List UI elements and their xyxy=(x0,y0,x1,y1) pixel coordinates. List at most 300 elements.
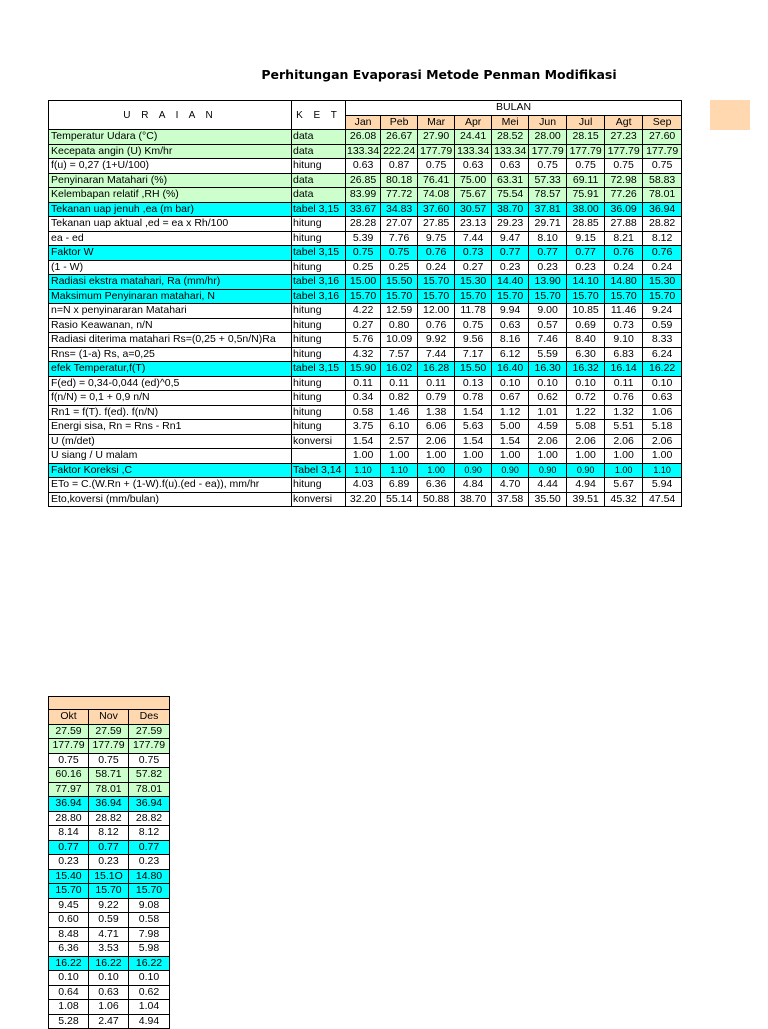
table-cell: 29.23 xyxy=(492,217,529,232)
row-ket: tabel 3,16 xyxy=(292,289,346,304)
table-cell: 0.63 xyxy=(455,159,492,174)
table-cell: 0.75 xyxy=(381,246,418,261)
table-cell: 10.85 xyxy=(567,304,605,319)
row-ket xyxy=(292,449,346,464)
table-cell: 1.32 xyxy=(605,405,643,420)
table-row xyxy=(49,217,682,232)
table-row xyxy=(49,724,170,739)
table-cell: 9.47 xyxy=(492,231,529,246)
table-cell: 6.83 xyxy=(605,347,643,362)
page-title: Perhitungan Evaporasi Metode Penman Modifikasi xyxy=(261,67,617,82)
row-ket: hitung xyxy=(292,391,346,406)
table-row xyxy=(49,971,170,986)
table-cell: 27.07 xyxy=(381,217,418,232)
table-cell: 16.22 xyxy=(89,956,129,971)
table-cell: 0.63 xyxy=(643,391,682,406)
row-label: ETo = C.(W.Rn + (1-W).f(u).(ed - ea)), mm/hr xyxy=(49,478,292,493)
table-cell: 0.78 xyxy=(455,391,492,406)
table-cell: 0.75 xyxy=(418,159,455,174)
row-label: Faktor W xyxy=(49,246,292,261)
table-row xyxy=(49,1014,170,1029)
table-cell: 78.01 xyxy=(643,188,682,203)
table-cell: 177.79 xyxy=(89,739,129,754)
table-cell: 7.57 xyxy=(381,347,418,362)
table-cell: 1.46 xyxy=(381,405,418,420)
table-cell: 6.36 xyxy=(418,478,455,493)
table-row xyxy=(49,826,170,841)
table-cell: 5.00 xyxy=(492,420,529,435)
table-cell: 0.90 xyxy=(529,463,567,478)
table-cell: 36.94 xyxy=(49,797,89,812)
table-cell: 72.98 xyxy=(605,173,643,188)
table-cell: 9.22 xyxy=(89,898,129,913)
table-cell: 1.00 xyxy=(418,463,455,478)
table-cell: 0.11 xyxy=(381,376,418,391)
table-row xyxy=(49,420,682,435)
table-cell: 28.82 xyxy=(643,217,682,232)
table-cell: 15.70 xyxy=(129,884,170,899)
table-cell: 177.79 xyxy=(529,144,567,159)
table-cell: 14.80 xyxy=(605,275,643,290)
row-label: Tekanan uap aktual ,ed = ea x Rh/100 xyxy=(49,217,292,232)
table-cell: 15.30 xyxy=(455,275,492,290)
row-label: Kecepata angin (U) Km/hr xyxy=(49,144,292,159)
table-cell: 15.70 xyxy=(89,884,129,899)
row-label: U (m/det) xyxy=(49,434,292,449)
row-ket: data xyxy=(292,130,346,145)
table-cell: 2.47 xyxy=(89,1014,129,1029)
table-row xyxy=(49,362,682,377)
table-cell: 2.06 xyxy=(418,434,455,449)
table-cell: 15.70 xyxy=(605,289,643,304)
table-cell: 6.30 xyxy=(567,347,605,362)
table-cell: 15.1O xyxy=(89,869,129,884)
table-cell: 1.00 xyxy=(529,449,567,464)
table-cell: 0.10 xyxy=(529,376,567,391)
table-cell: 15.70 xyxy=(418,289,455,304)
table-cell: 38.70 xyxy=(455,492,492,507)
table-cell: 0.90 xyxy=(492,463,529,478)
table-cell: 37.81 xyxy=(529,202,567,217)
table-cell: 15.00 xyxy=(346,275,381,290)
table-cell: 7.46 xyxy=(529,333,567,348)
table-cell: 10.09 xyxy=(381,333,418,348)
table-cell: 75.67 xyxy=(455,188,492,203)
table-cell: 38.00 xyxy=(567,202,605,217)
table-cell: 8.12 xyxy=(129,826,170,841)
table-cell: 4.70 xyxy=(492,478,529,493)
table-cell: 34.83 xyxy=(381,202,418,217)
table-cell: 0.75 xyxy=(129,753,170,768)
table-row xyxy=(49,173,682,188)
table-cell: 15.70 xyxy=(418,275,455,290)
table-cell: 76.41 xyxy=(418,173,455,188)
table-cell: 0.23 xyxy=(129,855,170,870)
table-row xyxy=(49,405,682,420)
table-cell: 15.70 xyxy=(346,289,381,304)
table-cell: 177.79 xyxy=(567,144,605,159)
table-cell: 0.25 xyxy=(346,260,381,275)
table-cell: 0.10 xyxy=(129,971,170,986)
table-cell: 5.59 xyxy=(529,347,567,362)
table-cell: 75.54 xyxy=(492,188,529,203)
table-cell: 0.10 xyxy=(567,376,605,391)
table-cell: 7.76 xyxy=(381,231,418,246)
row-ket: data xyxy=(292,173,346,188)
table-cell: 0.63 xyxy=(492,159,529,174)
table-cell: 1.00 xyxy=(346,449,381,464)
table-cell: 27.59 xyxy=(129,724,170,739)
table-cell: 0.62 xyxy=(529,391,567,406)
row-label: Rns= (1-a) Rs, a=0,25 xyxy=(49,347,292,362)
table-cell: 7.44 xyxy=(418,347,455,362)
table-cell: 9.94 xyxy=(492,304,529,319)
table-cell: 4.84 xyxy=(455,478,492,493)
row-label: U siang / U malam xyxy=(49,449,292,464)
table-cell: 8.12 xyxy=(643,231,682,246)
table-cell: 80.18 xyxy=(381,173,418,188)
table-cell: 9.75 xyxy=(418,231,455,246)
table-cell: 28.82 xyxy=(129,811,170,826)
row-ket: hitung xyxy=(292,405,346,420)
table-cell: 15.70 xyxy=(492,289,529,304)
table-cell: 16.30 xyxy=(529,362,567,377)
table-cell: 8.48 xyxy=(49,927,89,942)
table-cell: 1.22 xyxy=(567,405,605,420)
table-cell: 15.40 xyxy=(49,869,89,884)
table-cell: 8.21 xyxy=(605,231,643,246)
table-cell: 1.54 xyxy=(346,434,381,449)
table-cell: 28.82 xyxy=(89,811,129,826)
table-cell: 1.00 xyxy=(418,449,455,464)
table-cell: 6.12 xyxy=(492,347,529,362)
table-cell: 0.77 xyxy=(567,246,605,261)
table-cell: 0.23 xyxy=(89,855,129,870)
table-row xyxy=(49,1000,170,1015)
table-cell: 0.80 xyxy=(381,318,418,333)
table-cell: 0.82 xyxy=(381,391,418,406)
table-cell: 0.63 xyxy=(346,159,381,174)
table-cell: 0.23 xyxy=(529,260,567,275)
table-cell: 14.40 xyxy=(492,275,529,290)
table-row xyxy=(49,753,170,768)
table-row xyxy=(49,376,682,391)
table-cell: 39.51 xyxy=(567,492,605,507)
table-cell: 1.04 xyxy=(129,1000,170,1015)
row-ket: hitung xyxy=(292,333,346,348)
table-cell: 0.75 xyxy=(49,753,89,768)
table-cell: 9.56 xyxy=(455,333,492,348)
table-cell: 29.71 xyxy=(529,217,567,232)
table-cell: 6.06 xyxy=(418,420,455,435)
table-cell: 0.62 xyxy=(129,985,170,1000)
row-label: Rasio Keawanan, n/N xyxy=(49,318,292,333)
table-cell: 16.28 xyxy=(418,362,455,377)
table-cell: 4.03 xyxy=(346,478,381,493)
table-cell: 35.50 xyxy=(529,492,567,507)
table-cell: 0.75 xyxy=(455,318,492,333)
table-cell: 9.08 xyxy=(129,898,170,913)
table-cell: 0.77 xyxy=(492,246,529,261)
table-cell: 0.73 xyxy=(605,318,643,333)
table-cell: 1.06 xyxy=(89,1000,129,1015)
table-cell: 6.24 xyxy=(643,347,682,362)
month-header: Jun xyxy=(529,115,567,130)
table-cell: 0.64 xyxy=(49,985,89,1000)
table-row xyxy=(49,318,682,333)
table-row xyxy=(49,927,170,942)
table-row xyxy=(49,333,682,348)
row-ket: hitung xyxy=(292,347,346,362)
table-cell: 27.85 xyxy=(418,217,455,232)
row-ket: hitung xyxy=(292,159,346,174)
table-row xyxy=(49,782,170,797)
table-cell: 0.73 xyxy=(455,246,492,261)
table-cell: 15.30 xyxy=(643,275,682,290)
table-cell: 5.67 xyxy=(605,478,643,493)
table-cell: 15.70 xyxy=(381,289,418,304)
month-header: Apr xyxy=(455,115,492,130)
table-cell: 11.78 xyxy=(455,304,492,319)
table-cell: 6.10 xyxy=(381,420,418,435)
table-cell: 4.59 xyxy=(529,420,567,435)
table-cell: 32.20 xyxy=(346,492,381,507)
table-row xyxy=(49,840,170,855)
table-cell: 0.10 xyxy=(89,971,129,986)
table-row xyxy=(49,811,170,826)
table-cell: 0.79 xyxy=(418,391,455,406)
table-cell: 58.83 xyxy=(643,173,682,188)
table-cell: 1.00 xyxy=(643,449,682,464)
table-cell: 14.80 xyxy=(129,869,170,884)
table-cell: 222.24 xyxy=(381,144,418,159)
table-cell: 0.27 xyxy=(346,318,381,333)
table-cell: 2.06 xyxy=(605,434,643,449)
table-cell: 1.12 xyxy=(492,405,529,420)
table-cell: 0.57 xyxy=(529,318,567,333)
table-cell: 5.28 xyxy=(49,1014,89,1029)
table-cell: 0.76 xyxy=(418,318,455,333)
table-row xyxy=(49,246,682,261)
table-cell: 1.54 xyxy=(455,405,492,420)
table-cell: 177.79 xyxy=(643,144,682,159)
row-ket: tabel 3,15 xyxy=(292,202,346,217)
table-cell: 58.71 xyxy=(89,768,129,783)
table-cell: 2.06 xyxy=(567,434,605,449)
row-ket: data xyxy=(292,188,346,203)
table-cell: 27.23 xyxy=(605,130,643,145)
table-cell: 0.10 xyxy=(643,376,682,391)
table-cell: 30.57 xyxy=(455,202,492,217)
row-label: Kelembapan relatif ,RH (%) xyxy=(49,188,292,203)
month-header: Okt xyxy=(49,710,89,725)
table-cell: 177.79 xyxy=(605,144,643,159)
row-ket: hitung xyxy=(292,260,346,275)
month-header: Agt xyxy=(605,115,643,130)
table-row xyxy=(49,942,170,957)
table-cell: 1.00 xyxy=(605,463,643,478)
table-cell: 47.54 xyxy=(643,492,682,507)
row-label: Radiasi diterima matahari Rs=(0,25 + 0,5n/N)Ra xyxy=(49,333,292,348)
table-cell: 4.94 xyxy=(129,1014,170,1029)
table-cell: 16.40 xyxy=(492,362,529,377)
row-ket: konversi xyxy=(292,434,346,449)
month-header: Sep xyxy=(643,115,682,130)
row-label: Maksimum Penyinaran matahari, N xyxy=(49,289,292,304)
table-row xyxy=(49,463,682,478)
table-row xyxy=(49,260,682,275)
table-cell: 27.59 xyxy=(49,724,89,739)
table-cell: 0.63 xyxy=(89,985,129,1000)
table-cell: 57.82 xyxy=(129,768,170,783)
table-cell: 15.70 xyxy=(567,289,605,304)
ket-header: K E T xyxy=(292,101,346,130)
row-ket: hitung xyxy=(292,217,346,232)
table-cell: 36.94 xyxy=(643,202,682,217)
table-row xyxy=(49,739,170,754)
table-cell: 6.36 xyxy=(49,942,89,957)
table-cell: 75.91 xyxy=(567,188,605,203)
table-cell: 28.00 xyxy=(529,130,567,145)
table-cell: 9.24 xyxy=(643,304,682,319)
table-cell: 4.44 xyxy=(529,478,567,493)
table-cell: 28.85 xyxy=(567,217,605,232)
table-row xyxy=(49,391,682,406)
table-cell: 0.11 xyxy=(346,376,381,391)
table-cell: 45.32 xyxy=(605,492,643,507)
table-cell: 0.76 xyxy=(418,246,455,261)
table-cell: 5.98 xyxy=(129,942,170,957)
table-cell: 16.32 xyxy=(567,362,605,377)
table-cell: 0.13 xyxy=(455,376,492,391)
row-label: f(n/N) = 0,1 + 0,9 n/N xyxy=(49,391,292,406)
uraian-header: U R A I A N xyxy=(49,101,292,130)
table-cell: 4.94 xyxy=(567,478,605,493)
table-cell: 2.06 xyxy=(529,434,567,449)
row-label: f(u) = 0,27 (1+U/100) xyxy=(49,159,292,174)
table-cell: 36.94 xyxy=(129,797,170,812)
table-row xyxy=(49,884,170,899)
table-cell: 0.58 xyxy=(346,405,381,420)
row-label: Tekanan uap jenuh ,ea (m bar) xyxy=(49,202,292,217)
row-ket: tabel 3,15 xyxy=(292,246,346,261)
row-ket: hitung xyxy=(292,231,346,246)
table-row xyxy=(49,449,682,464)
table-row xyxy=(49,869,170,884)
table-cell: 0.90 xyxy=(455,463,492,478)
table-cell: 50.88 xyxy=(418,492,455,507)
table-row xyxy=(49,231,682,246)
table-cell: 0.24 xyxy=(605,260,643,275)
table-cell: 8.14 xyxy=(49,826,89,841)
month-header: Nov xyxy=(89,710,129,725)
table-cell: 78.01 xyxy=(129,782,170,797)
header-accent-block xyxy=(710,100,750,130)
table-cell: 15.50 xyxy=(381,275,418,290)
table-cell: 26.08 xyxy=(346,130,381,145)
table-cell: 1.10 xyxy=(643,463,682,478)
table-cell: 0.75 xyxy=(89,753,129,768)
table-cell: 69.11 xyxy=(567,173,605,188)
table-cell: 0.60 xyxy=(49,913,89,928)
table-cell: 0.75 xyxy=(346,246,381,261)
row-ket: hitung xyxy=(292,376,346,391)
continued-header-blank xyxy=(49,697,170,710)
table-cell: 1.10 xyxy=(346,463,381,478)
table-cell: 8.33 xyxy=(643,333,682,348)
table-cell: 2.06 xyxy=(643,434,682,449)
table-row xyxy=(49,275,682,290)
table-cell: 12.00 xyxy=(418,304,455,319)
row-ket: Tabel 3,14 xyxy=(292,463,346,478)
table-cell: 4.71 xyxy=(89,927,129,942)
row-label: ea - ed xyxy=(49,231,292,246)
table-cell: 38.70 xyxy=(492,202,529,217)
table-cell: 0.75 xyxy=(605,159,643,174)
table-cell: 0.11 xyxy=(605,376,643,391)
row-label: Rn1 = f(T). f(ed). f(n/N) xyxy=(49,405,292,420)
row-ket: hitung xyxy=(292,304,346,319)
table-cell: 0.75 xyxy=(567,159,605,174)
table-cell: 15.70 xyxy=(529,289,567,304)
table-cell: 15.70 xyxy=(49,884,89,899)
table-cell: 0.23 xyxy=(49,855,89,870)
table-cell: 1.00 xyxy=(381,449,418,464)
table-cell: 5.63 xyxy=(455,420,492,435)
table-row xyxy=(49,289,682,304)
table-cell: 37.60 xyxy=(418,202,455,217)
table-cell: 0.75 xyxy=(529,159,567,174)
table-cell: 13.90 xyxy=(529,275,567,290)
table-cell: 9.00 xyxy=(529,304,567,319)
table-cell: 0.87 xyxy=(381,159,418,174)
table-cell: 0.75 xyxy=(643,159,682,174)
month-header: Peb xyxy=(381,115,418,130)
table-cell: 28.52 xyxy=(492,130,529,145)
table-cell: 6.89 xyxy=(381,478,418,493)
table-row xyxy=(49,797,170,812)
table-cell: 5.18 xyxy=(643,420,682,435)
table-cell: 27.90 xyxy=(418,130,455,145)
table-cell: 26.85 xyxy=(346,173,381,188)
row-label: Faktor Koreksi ,C xyxy=(49,463,292,478)
table-cell: 0.59 xyxy=(643,318,682,333)
table-cell: 1.10 xyxy=(381,463,418,478)
row-ket: konversi xyxy=(292,492,346,507)
table-cell: 63.31 xyxy=(492,173,529,188)
row-label: F(ed) = 0,34-0,044 (ed)^0,5 xyxy=(49,376,292,391)
table-cell: 26.67 xyxy=(381,130,418,145)
table-row xyxy=(49,188,682,203)
table-cell: 0.58 xyxy=(129,913,170,928)
month-header: Mar xyxy=(418,115,455,130)
table-cell: 7.17 xyxy=(455,347,492,362)
table-cell: 1.38 xyxy=(418,405,455,420)
table-cell: 8.10 xyxy=(529,231,567,246)
table-cell: 0.69 xyxy=(567,318,605,333)
table-cell: 177.79 xyxy=(49,739,89,754)
table-cell: 2.57 xyxy=(381,434,418,449)
table-cell: 0.76 xyxy=(605,391,643,406)
table-cell: 55.14 xyxy=(381,492,418,507)
table-cell: 83.99 xyxy=(346,188,381,203)
table-row xyxy=(49,202,682,217)
table-cell: 11.46 xyxy=(605,304,643,319)
table-cell: 9.92 xyxy=(418,333,455,348)
table-cell: 1.08 xyxy=(49,1000,89,1015)
table-cell: 0.24 xyxy=(418,260,455,275)
table-cell: 36.09 xyxy=(605,202,643,217)
